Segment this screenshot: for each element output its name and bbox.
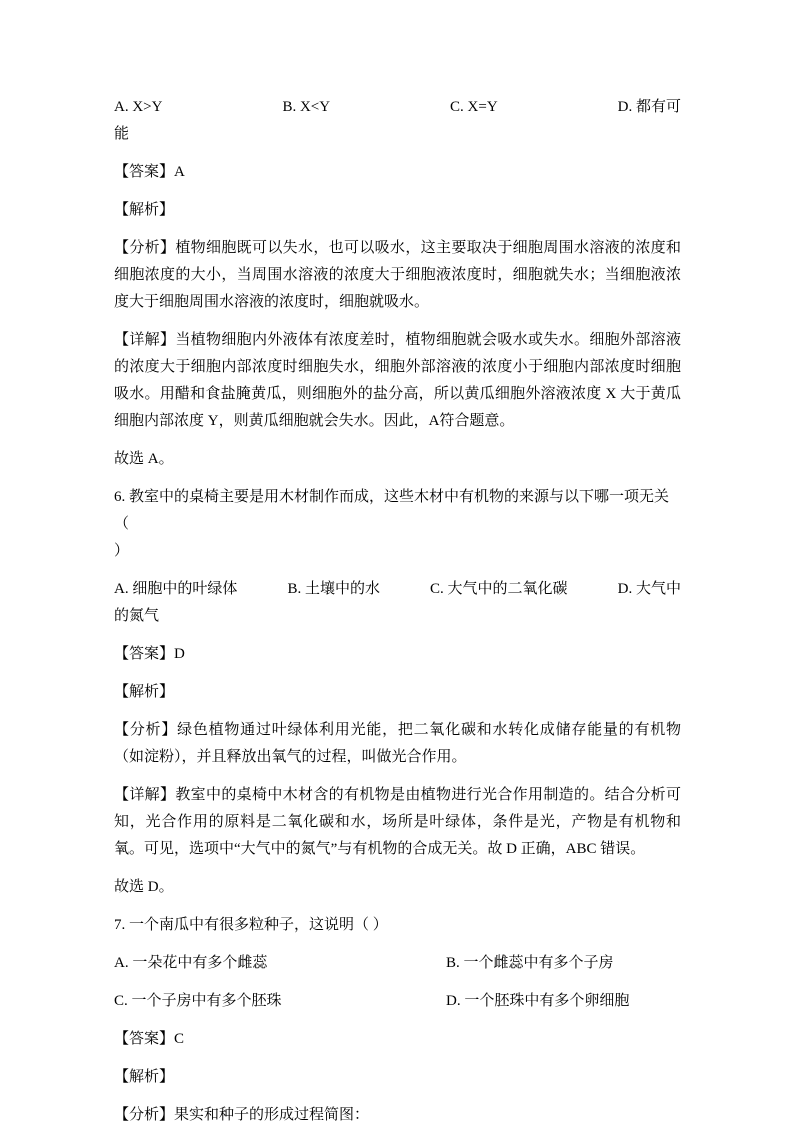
q7-option-c: C. 一个子房中有多个胚珠 — [114, 993, 282, 1009]
q6-stem — [114, 484, 681, 565]
q7-option-d: D. 一个胚珠中有多个卵细胞 — [446, 993, 630, 1009]
q7-option-b: B. 一个雌蕊中有多个子房 — [446, 955, 614, 971]
q6-detail-paragraph: 【详解】教室中的桌椅中木材含的有机物是由植物进行光合作用制造的。结合分析可知，光合作用的原料是二氧化碳和水，场所是叶绿体，条件是光，产物是有机物和氧。可见，选项中“大气中的氮气”与有机物的合成无关。故 D 正确，ABC 错误。 — [114, 787, 681, 857]
q6-answer-line: 【答案】D — [114, 646, 185, 662]
q6-option-b: B. 土壤中的水 — [287, 581, 380, 597]
q5-option-b: B. X<Y — [282, 99, 331, 115]
q5-option-d: D. 都有可 — [617, 99, 681, 115]
q5-conclusion: 故选 A。 — [114, 451, 174, 467]
q7-analysis-paragraph: 【分析】果实和种子的形成过程简图： — [114, 1107, 370, 1123]
q6-options-block — [114, 576, 681, 630]
q6-stem-line2: ） — [114, 543, 130, 559]
q5-options-row — [114, 94, 681, 121]
q7-options-row-2 — [114, 988, 681, 1015]
q5-explain-label: 【解析】 — [114, 202, 175, 218]
q5-option-a: A. X>Y — [114, 99, 163, 115]
document-content — [114, 94, 681, 1140]
q6-option-d: D. 大气中 — [617, 581, 681, 597]
q6-stem-line1: 6. 教室中的桌椅主要是用木材制作而成，这些木材中有机物的来源与以下哪一项无关（ — [114, 489, 670, 532]
q6-option-a: A. 细胞中的叶绿体 — [114, 581, 238, 597]
q5-option-d-continuation: 能 — [114, 126, 130, 142]
q6-option-c: C. 大气中的二氧化碳 — [430, 581, 568, 597]
q6-conclusion: 故选 D。 — [114, 879, 174, 895]
q5-option-c: C. X=Y — [450, 99, 498, 115]
q7-options-row-1 — [114, 950, 681, 977]
q7-explain-label: 【解析】 — [114, 1069, 175, 1085]
q5-options-block — [114, 94, 681, 148]
q7-option-a: A. 一朵花中有多个雌蕊 — [114, 955, 268, 971]
q5-answer-line: 【答案】A — [114, 164, 185, 180]
q6-analysis-paragraph: 【分析】绿色植物通过叶绿体利用光能，把二氧化碳和水转化成储存能量的有机物（如淀粉），并且释放出氧气的过程，叫做光合作用。 — [114, 722, 681, 765]
q5-analysis-paragraph: 【分析】植物细胞既可以失水，也可以吸水，这主要取决于细胞周围水溶液的浓度和细胞浓度的大小，当周围水溶液的浓度大于细胞液浓度时，细胞就失水；当细胞液浓度大于细胞周围水溶液的浓度时，细胞就吸水。 — [114, 240, 681, 310]
q6-options-row — [114, 576, 681, 603]
q5-detail-paragraph: 【详解】当植物细胞内外液体有浓度差时，植物细胞就会吸水或失水。细胞外部溶液的浓度大于细胞内部浓度时细胞失水，细胞外部溶液的浓度小于细胞内部浓度时细胞吸水。用醋和食盐腌黄瓜，则细胞外的盐分高，所以黄瓜细胞外溶液浓度 X 大于黄瓜细胞内部浓度 Y，则黄瓜细胞就会失水。因此，A符合题意。 — [114, 332, 681, 429]
q6-option-d-continuation: 的氮气 — [114, 608, 160, 624]
q7-answer-line: 【答案】C — [114, 1031, 185, 1047]
q7-stem: 7. 一个南瓜中有很多粒种子，这说明（ ） — [114, 917, 388, 933]
q6-explain-label: 【解析】 — [114, 684, 175, 700]
